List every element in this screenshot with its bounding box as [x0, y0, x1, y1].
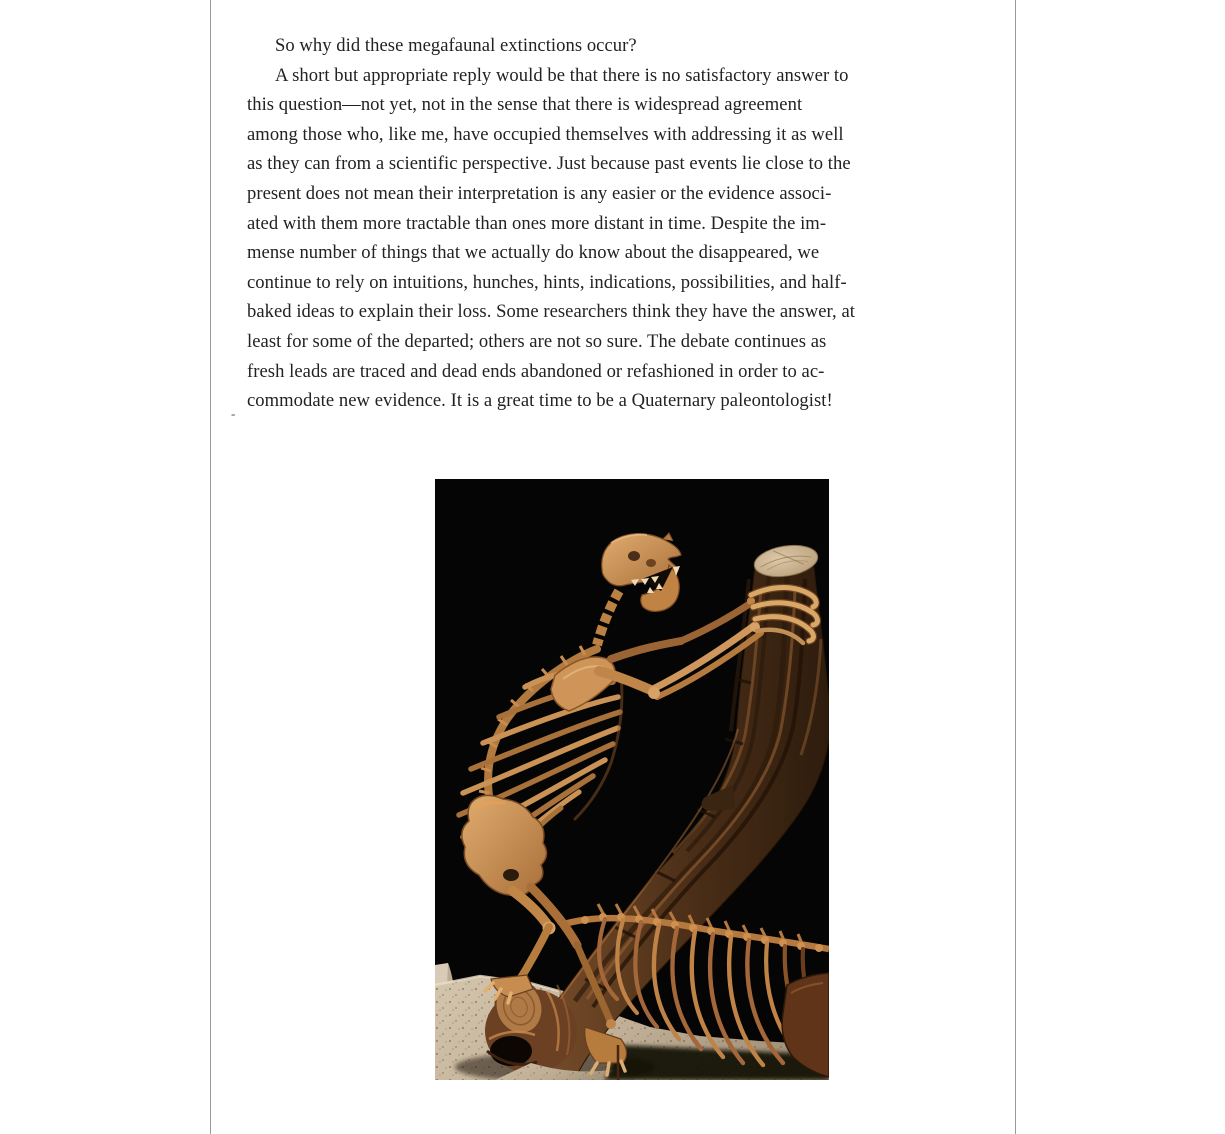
- text-line: this question—not yet, not in the sense that there is widespread agreement: [247, 94, 803, 116]
- text-line: commodate new evidence. It is a great time to be a Quaternary paleontologist!: [247, 390, 833, 412]
- sloth-photo-illustration: [435, 479, 829, 1080]
- text-line: among those who, like me, have occupied themselves with addressing it as well: [247, 123, 844, 145]
- text-line: continue to rely on intuitions, hunches, hints, indications, possibilities, and half-: [247, 271, 847, 293]
- paragraph-question: [247, 31, 952, 61]
- text-line: fresh leads are traced and dead ends abandoned or refashioned in order to ac-: [247, 360, 825, 382]
- text-line: least for some of the departed; others are not so sure. The debate continues as: [247, 330, 827, 352]
- text-line: mense number of things that we actually do know about the disappeared, we: [247, 242, 820, 264]
- text-line: present does not mean their interpretation is any easier or the evidence associ-: [247, 182, 832, 204]
- figure-ground-sloth-photo: [435, 479, 829, 1080]
- text-line: baked ideas to explain their loss. Some researchers think they have the answer, at: [247, 301, 855, 323]
- paragraph-answer: [247, 61, 952, 416]
- text-line: ated with them more tractable than ones more distant in time. Despite the im-: [247, 212, 827, 234]
- body-text: [247, 31, 952, 416]
- page-left-edge-rule: [210, 0, 211, 1134]
- text-line: as they can from a scientific perspective. Just because past events lie close to the: [247, 153, 851, 175]
- text-line: So why did these megafaunal extinctions occur?: [275, 35, 637, 56]
- text-line: A short but appropriate reply would be that there is no satisfactory answer to: [275, 64, 849, 86]
- stray-hyphen-mark: -: [231, 406, 236, 421]
- page-right-edge-rule: [1015, 0, 1016, 1134]
